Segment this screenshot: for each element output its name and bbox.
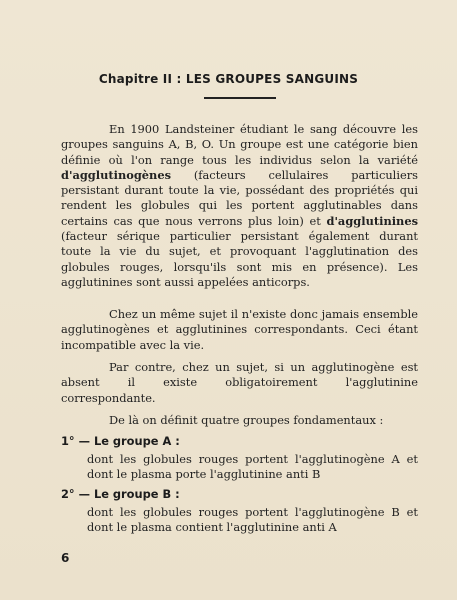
chapter-heading: Chapitre II : LES GROUPES SANGUINS (98, 72, 359, 86)
heading-underline (204, 97, 276, 99)
paragraph-intro-part-c: (facteurs cellulaires particuliers persistant durant toute la vie, possédant des propriétés qui rendent les globules qui les portent agglutinables dans certains cas que nous verrons plus loin) et (61, 167, 418, 228)
paragraph-intro (61, 122, 418, 290)
term-agglutinines: d'agglutinines (326, 213, 418, 228)
paragraph-four-groups-text: De là on définit quatre groupes fondamentaux : (109, 413, 384, 427)
paragraph-intro-part-a: En 1900 Landsteiner étudiant le sang découvre les groupes sanguins A, B, O. Un groupe est une catégorie bien définie où l'on range tous les individus selon la variété (61, 122, 418, 167)
group-b-description: dont les globules rouges portent l'agglutinogène B et dont le plasma contient l'agglutinine anti A (87, 505, 418, 535)
term-agglutinogenes: d'agglutinogènes (61, 167, 171, 182)
paragraph-incompatibility (61, 307, 418, 353)
group-b-title: 2° — Le groupe B : (61, 487, 180, 501)
group-a-description: dont les globules rouges portent l'agglutinogène A et dont le plasma porte l'agglutinine anti B (87, 452, 418, 482)
paragraph-intro-part-e: (facteur sérique particulier persistant également durant toute la vie du sujet, et provoquant l'agglutination des globules rouges, lorsqu'ils sont mis en présence). Les agglutinines sont aussi appelées anticorps. (61, 229, 418, 289)
paragraph-incompatibility-text: Chez un même sujet il n'existe donc jamais ensemble agglutinogènes et agglutinines correspondants. Ceci étant incompatible avec la vie. (61, 307, 418, 352)
paragraph-contrast (61, 360, 418, 406)
paragraph-four-groups (61, 413, 418, 428)
paragraph-contrast-text: Par contre, chez un sujet, si un agglutinogène est absent il existe obligatoirement l'agglutinine correspondante. (61, 360, 418, 405)
page-number: 6 (61, 551, 70, 565)
group-a-title: 1° — Le groupe A : (61, 434, 180, 448)
